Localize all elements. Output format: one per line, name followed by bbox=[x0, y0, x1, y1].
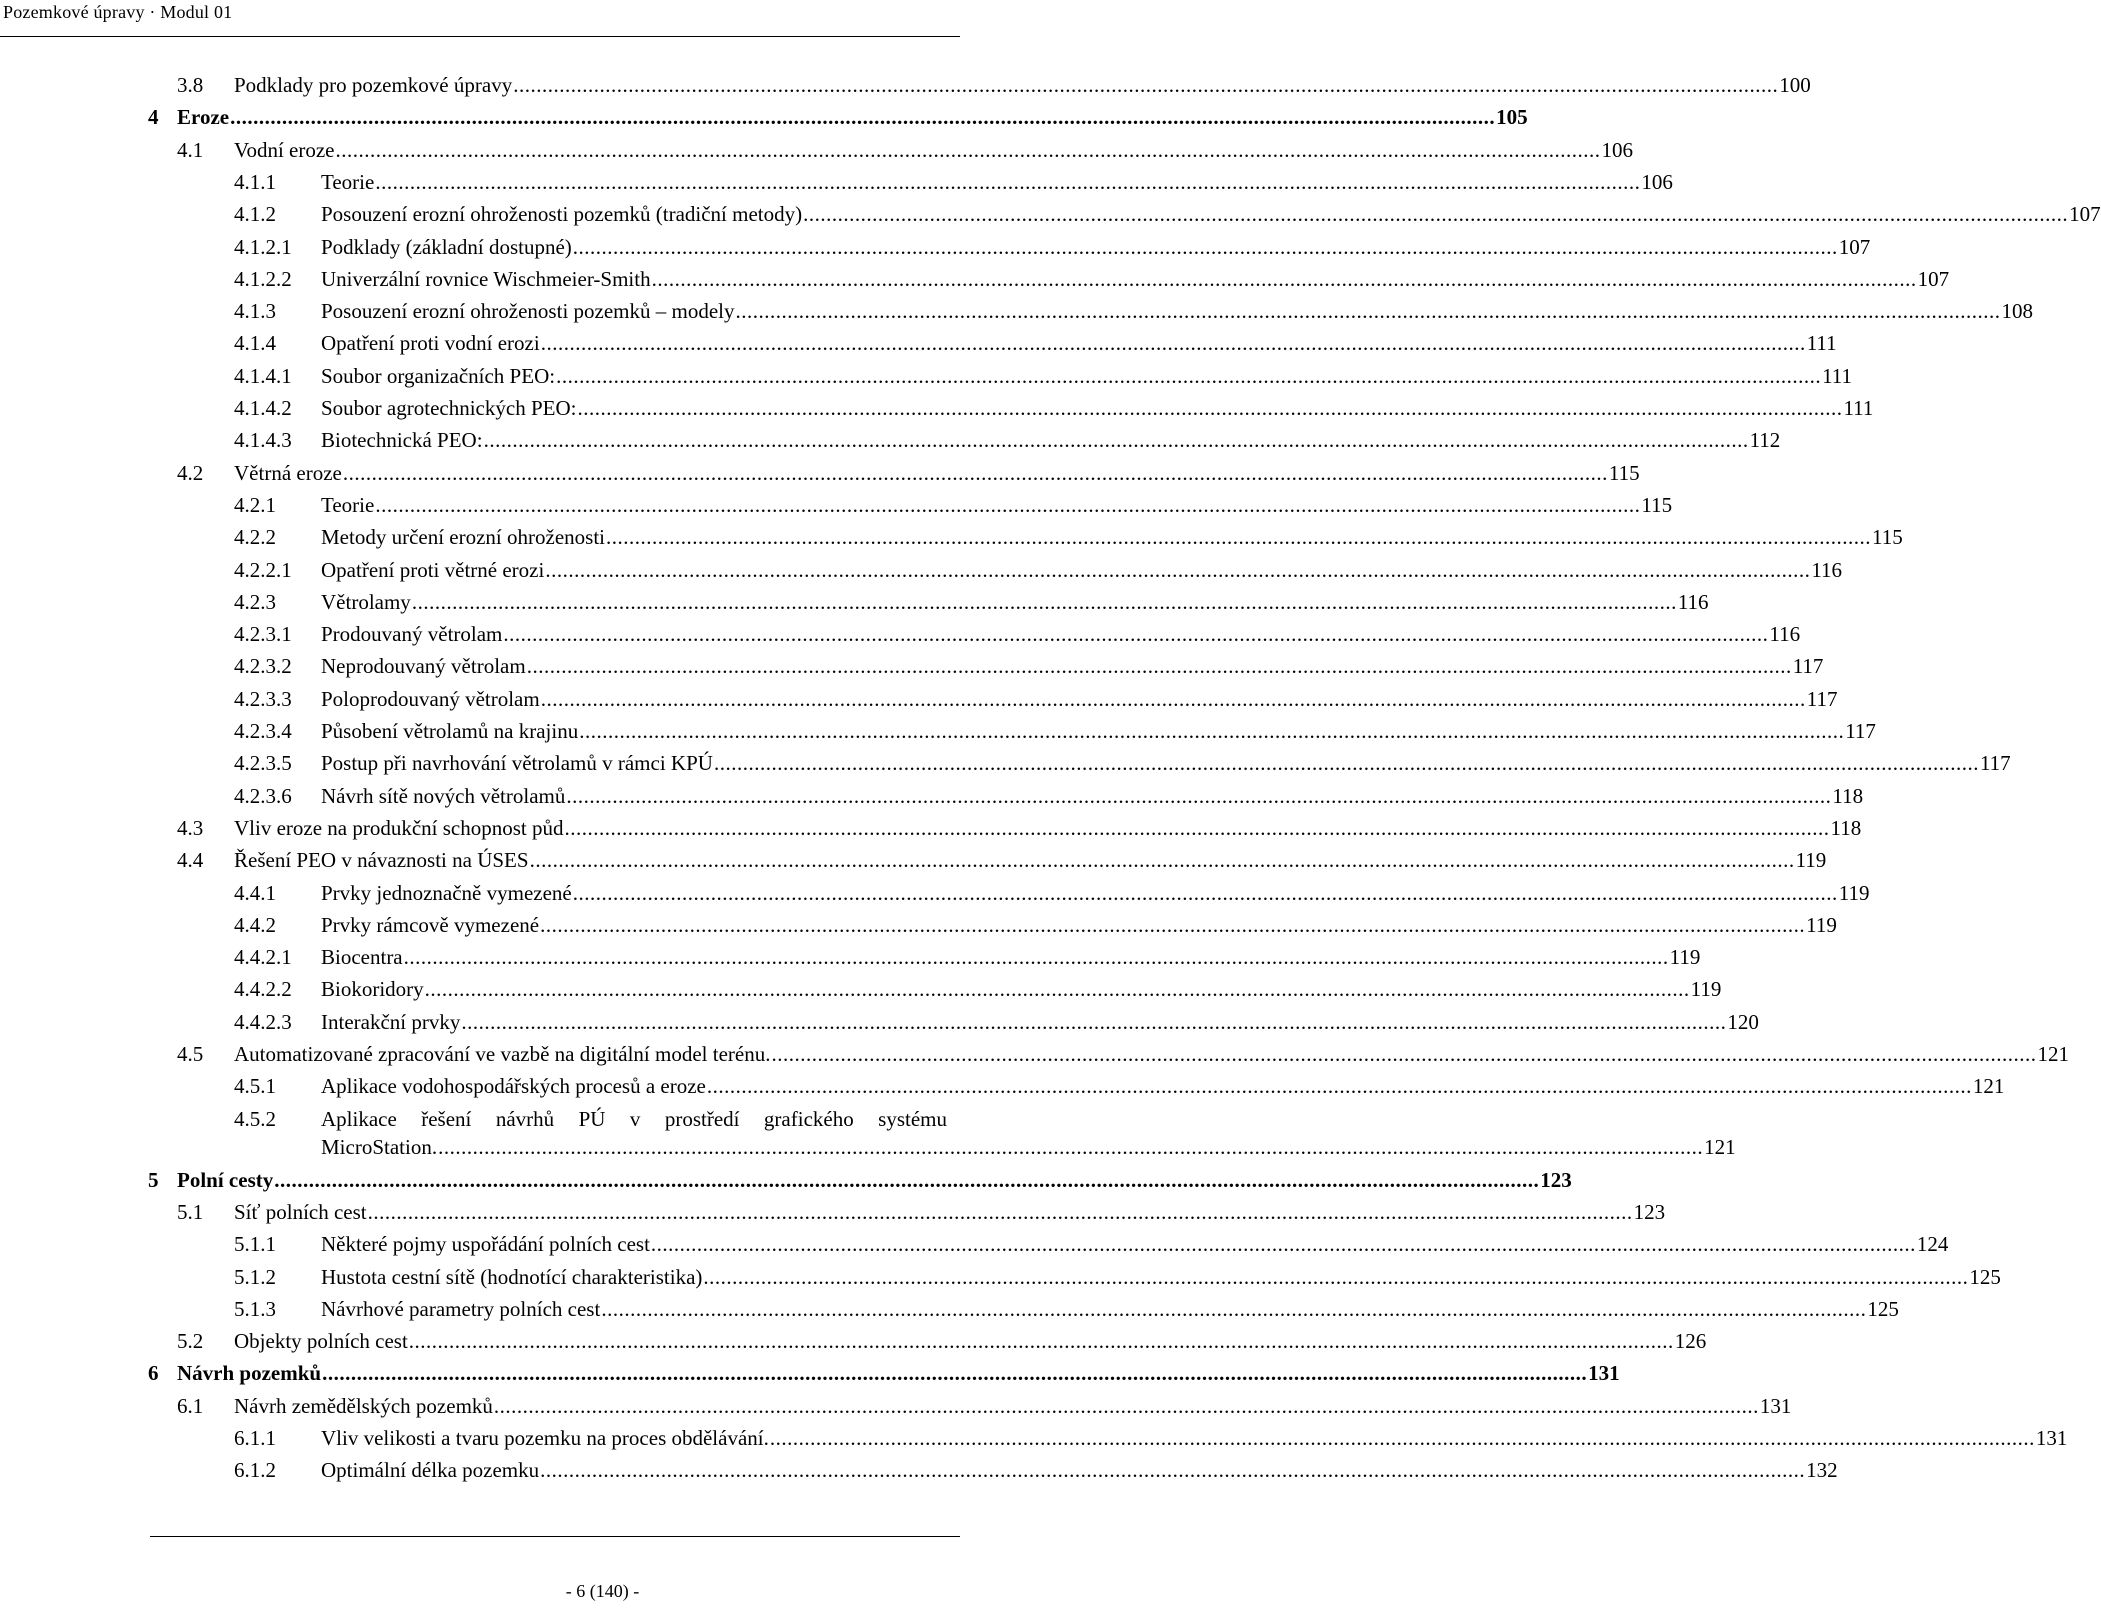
toc-entry-title: Poloprodouvaný větrolam bbox=[321, 686, 540, 711]
toc-entry-page: 132 bbox=[1806, 1458, 1838, 1483]
toc-entry-title: Vliv eroze na produkční schopnost půd bbox=[234, 815, 564, 840]
toc-entry[interactable] bbox=[0, 102, 1528, 132]
toc-entry-line bbox=[321, 232, 1871, 262]
toc-entry-page: 105 bbox=[1496, 105, 1528, 130]
toc-entry-line bbox=[321, 1262, 2001, 1292]
toc-leader-dots: ............................................................................................................................................................................................................................ bbox=[230, 105, 1496, 130]
toc-leader-dots: ............................................................................................................................................................................................................................ bbox=[579, 719, 1845, 743]
toc-entry-line bbox=[321, 1132, 1736, 1162]
toc-entry-line bbox=[234, 1039, 2069, 1069]
toc-entry-page: 125 bbox=[1969, 1264, 2001, 1289]
toc-entry-page: 115 bbox=[1608, 460, 1640, 485]
toc-entry[interactable] bbox=[0, 813, 1862, 843]
toc-leader-dots: ............................................................................................................................................................................................................................ bbox=[503, 622, 1769, 647]
toc-entry-line bbox=[321, 942, 1701, 972]
toc-leader-dots: ............................................................................................................................................................................................................................ bbox=[713, 751, 1979, 776]
toc-entry-number: 4.2.3.1 bbox=[234, 622, 292, 647]
toc-entry-title: Polní cesty bbox=[177, 1167, 274, 1192]
toc-entry-number: 4 bbox=[148, 105, 159, 130]
toc-entry-title: Biocentra bbox=[321, 945, 403, 970]
toc-leader-dots: ............................................................................................................................................................................................................................ bbox=[483, 428, 1749, 453]
toc-leader-dots: ............................................................................................................................................................................................................................ bbox=[735, 299, 2001, 324]
toc-leader-dots: ............................................................................................................................................................................................................................ bbox=[322, 1361, 1588, 1386]
toc-entry-number: 4.2.1 bbox=[234, 492, 276, 517]
toc-entry-number: 4.2.3.5 bbox=[234, 751, 292, 776]
toc-entry[interactable] bbox=[0, 1262, 2001, 1292]
toc-entry-page: 119 bbox=[1690, 977, 1722, 1002]
toc-entry-line bbox=[321, 651, 1824, 681]
toc-entry[interactable] bbox=[0, 393, 1874, 423]
toc-entry-number: 5.1 bbox=[177, 1199, 204, 1224]
toc-entry-number: 6 bbox=[148, 1361, 159, 1386]
toc-entry-title: Opatření proti vodní erozi bbox=[321, 331, 540, 356]
toc-leader-dots: ............................................................................................................................................................................................................................ bbox=[540, 331, 1806, 356]
toc-entry-line bbox=[321, 1455, 1838, 1485]
toc-entry-title: Opatření proti větrné erozi bbox=[321, 557, 545, 582]
toc-entry-number: 5.1.1 bbox=[234, 1232, 276, 1257]
toc-entry[interactable] bbox=[0, 748, 2011, 778]
toc-entry-title: Prvky rámcově vymezené bbox=[321, 912, 540, 937]
toc-entry-number: 4.2.3.2 bbox=[234, 654, 292, 679]
toc-entry-number: 6.1.1 bbox=[234, 1426, 276, 1450]
toc-entry[interactable] bbox=[0, 328, 1837, 358]
toc-entry-title: Automatizované zpracování ve vazbě na digitální model terénu. bbox=[234, 1042, 771, 1066]
toc-entry-number: 3.8 bbox=[177, 73, 204, 97]
toc-entry-page: 106 bbox=[1641, 169, 1673, 194]
toc-leader-dots: ............................................................................................................................................................................................................................ bbox=[769, 1426, 2035, 1450]
toc-leader-dots: ............................................................................................................................................................................................................................ bbox=[540, 912, 1806, 937]
toc-entry-page: 107 bbox=[2069, 202, 2101, 227]
toc-entry-title: Návrh sítě nových větrolamů bbox=[321, 783, 566, 808]
toc-entry-title: Biokoridory bbox=[321, 977, 424, 1002]
toc-entry-number: 4.2.3.6 bbox=[234, 783, 292, 808]
toc-entry[interactable] bbox=[0, 1326, 1707, 1356]
toc-entry-page: 119 bbox=[1795, 848, 1827, 873]
toc-entry-line bbox=[321, 555, 1843, 585]
toc-entry-line bbox=[321, 199, 2101, 229]
toc-entry-line bbox=[321, 393, 1874, 423]
toc-entry-title: Biotechnická PEO: bbox=[321, 428, 483, 453]
toc-leader-dots: ............................................................................................................................................................................................................................ bbox=[461, 1009, 1727, 1034]
toc-entry-title: Teorie bbox=[321, 169, 375, 194]
toc-entry-page: 125 bbox=[1867, 1296, 1899, 1321]
toc-entry-title: Návrhové parametry polních cest bbox=[321, 1296, 601, 1321]
toc-entry-page: 121 bbox=[2037, 1042, 2069, 1066]
toc-entry-page: 115 bbox=[1872, 525, 1903, 550]
toc-entry-number: 4.5.1 bbox=[234, 1074, 276, 1099]
toc-entry-page: 111 bbox=[1822, 363, 1853, 388]
toc-leader-dots: ............................................................................................................................................................................................................................ bbox=[411, 589, 1677, 614]
toc-leader-dots: ............................................................................................................................................................................................................................ bbox=[803, 202, 2069, 227]
footer-rule bbox=[150, 1536, 960, 1537]
toc-entry-page: 117 bbox=[1806, 686, 1838, 711]
toc-entry-title: Síť polních cest bbox=[234, 1199, 367, 1224]
toc-entry[interactable] bbox=[0, 651, 1824, 681]
toc-entry-line bbox=[321, 361, 1853, 391]
toc-entry-number: 4.2.2.1 bbox=[234, 557, 292, 582]
toc-entry-line bbox=[321, 1071, 2005, 1101]
toc-entry-title: Prvky jednoznačně vymezené bbox=[321, 880, 572, 905]
toc-leader-dots: ............................................................................................................................................................................................................................ bbox=[274, 1167, 1540, 1192]
toc-entry-line bbox=[234, 1391, 1792, 1421]
toc-entry-title: Univerzální rovnice Wischmeier-Smith bbox=[321, 266, 651, 291]
toc-entry-line bbox=[177, 102, 1528, 132]
toc-entry-title: Řešení PEO v návaznosti na ÚSES bbox=[234, 848, 529, 873]
toc-entry-page: 111 bbox=[1806, 331, 1837, 356]
toc-entry-number: 4.1.2.1 bbox=[234, 234, 292, 259]
toc-entry-title: Soubor agrotechnických PEO: bbox=[321, 396, 577, 420]
toc-leader-dots: ............................................................................................................................................................................................................................ bbox=[606, 525, 1871, 550]
toc-entry[interactable] bbox=[0, 942, 1701, 972]
toc-entry-number: 5 bbox=[148, 1167, 159, 1192]
toc-entry-line bbox=[321, 619, 1801, 649]
toc-leader-dots: ............................................................................................................................................................................................................................ bbox=[375, 492, 1641, 517]
toc-entry-number: 4.5 bbox=[177, 1042, 204, 1066]
toc-entry-title: Podklady (základní dostupné) bbox=[321, 234, 572, 259]
toc-entry-title: Soubor organizačních PEO: bbox=[321, 363, 556, 388]
toc-entry-number: 4.4.1 bbox=[234, 880, 276, 905]
toc-entry[interactable] bbox=[0, 781, 1864, 811]
toc-entry-line bbox=[234, 70, 1811, 100]
toc-leader-dots: ............................................................................................................................................................................................................................ bbox=[367, 1199, 1633, 1224]
toc-entry[interactable] bbox=[0, 264, 1950, 294]
toc-entry-title: Postup při navrhování větrolamů v rámci KPÚ bbox=[321, 751, 713, 776]
toc-entry[interactable] bbox=[0, 587, 1709, 617]
toc-entry-page: 117 bbox=[1792, 654, 1824, 679]
toc-entry-title: Teorie bbox=[321, 492, 375, 517]
toc-entry-number: 4.2.3.3 bbox=[234, 686, 292, 711]
toc-leader-dots: ............................................................................................................................................................................................................................ bbox=[545, 557, 1811, 582]
toc-entry[interactable] bbox=[0, 135, 1633, 165]
toc-entry-number: 4.5.2 bbox=[234, 1106, 276, 1131]
toc-entry-number: 5.1.3 bbox=[234, 1296, 276, 1321]
header-title: Pozemkové úpravy · Modul 01 bbox=[3, 2, 233, 22]
toc-entry-page: 123 bbox=[1633, 1199, 1666, 1224]
toc-entry-number: 4.4 bbox=[177, 848, 204, 873]
toc-entry-number: 4.4.2.1 bbox=[234, 945, 292, 970]
toc-entry-page: 120 bbox=[1727, 1009, 1759, 1034]
toc-entry-title: Větrolamy bbox=[321, 589, 411, 614]
toc-entry-page: 126 bbox=[1674, 1329, 1707, 1354]
toc-entry[interactable] bbox=[0, 619, 1801, 649]
toc-entry[interactable] bbox=[0, 1358, 1620, 1388]
toc-leader-dots: ............................................................................................................................................................................................................................ bbox=[526, 654, 1792, 679]
toc-leader-dots: ............................................................................................................................................................................................................................ bbox=[513, 73, 1779, 97]
toc-leader-dots: ............................................................................................................................................................................................................................ bbox=[342, 460, 1608, 485]
page-header bbox=[0, 0, 960, 47]
toc-entry[interactable] bbox=[0, 1197, 1666, 1227]
toc-entry[interactable] bbox=[0, 522, 1903, 552]
toc-entry-title: Metody určení erozní ohroženosti bbox=[321, 525, 605, 550]
toc-leader-dots: ............................................................................................................................................................................................................................ bbox=[529, 848, 1795, 873]
toc-entry-page: 117 bbox=[1979, 751, 2011, 776]
toc-entry[interactable] bbox=[0, 910, 1837, 940]
toc-entry-number: 4.1.4.1 bbox=[234, 363, 292, 388]
toc-entry[interactable] bbox=[0, 1294, 1899, 1324]
toc-entry-page: 119 bbox=[1669, 945, 1701, 970]
toc-entry-page: 131 bbox=[2035, 1426, 2068, 1450]
toc-entry[interactable] bbox=[0, 684, 1838, 714]
toc-entry-page: 116 bbox=[1811, 557, 1843, 582]
toc-entry-title: Posouzení erozní ohroženosti pozemků (tradiční metody) bbox=[321, 202, 803, 227]
toc-entry-number: 4.4.2.3 bbox=[234, 1009, 292, 1034]
toc-entry-page: 131 bbox=[1759, 1393, 1792, 1418]
toc-entry[interactable] bbox=[0, 361, 1853, 391]
toc-leader-dots: ............................................................................................................................................................................................................................ bbox=[556, 363, 1822, 388]
toc-entry-number: 4.1.4.2 bbox=[234, 396, 292, 420]
toc-entry[interactable] bbox=[0, 716, 1876, 746]
toc-leader-dots: ............................................................................................................................................................................................................................ bbox=[335, 137, 1601, 162]
toc-entry[interactable] bbox=[0, 1391, 1792, 1421]
toc-leader-dots: ............................................................................................................................................................................................................................ bbox=[403, 945, 1669, 970]
toc-entry-title: Objekty polních cest bbox=[234, 1329, 408, 1354]
toc-leader-dots: ............................................................................................................................................................................................................................ bbox=[564, 815, 1830, 840]
toc-entry-title: Neprodouvaný větrolam bbox=[321, 654, 526, 679]
toc-leader-dots: ............................................................................................................................................................................................................................ bbox=[771, 1042, 2037, 1066]
toc-entry-title: Vodní eroze bbox=[234, 137, 335, 162]
toc-entry-title: Prodouvaný větrolam bbox=[321, 622, 503, 647]
toc-entry[interactable] bbox=[0, 974, 1722, 1004]
toc-entry-page: 121 bbox=[1704, 1134, 1736, 1159]
toc-leader-dots: ............................................................................................................................................................................................................................ bbox=[651, 266, 1917, 291]
toc-entry-number: 4.1.1 bbox=[234, 169, 276, 194]
toc-entry-page: 119 bbox=[1806, 912, 1837, 937]
toc-entry-page: 106 bbox=[1601, 137, 1633, 162]
toc-entry-title: Působení větrolamů na krajinu bbox=[321, 719, 579, 743]
toc-entry-page: 123 bbox=[1540, 1167, 1572, 1192]
toc-entry[interactable] bbox=[0, 1007, 1759, 1037]
toc-entry-number: 4.4.2.2 bbox=[234, 977, 292, 1002]
toc-entry-line bbox=[321, 522, 1903, 552]
toc-leader-dots: ............................................................................................................................................................................................................................ bbox=[493, 1393, 1759, 1418]
toc-entry-page: 119 bbox=[1838, 880, 1870, 905]
toc-entry-line bbox=[177, 1358, 1620, 1388]
toc-entry-number: 4.3 bbox=[177, 815, 204, 840]
toc-entry[interactable] bbox=[0, 232, 1871, 262]
footer-page-number: - 6 (140) - bbox=[565, 1581, 640, 1601]
toc-entry-number: 4.1.2 bbox=[234, 202, 276, 227]
toc-entry[interactable] bbox=[0, 425, 1781, 455]
toc-entry-page: 111 bbox=[1843, 396, 1874, 420]
toc-entry-title: Posouzení erozní ohroženosti pozemků – modely bbox=[321, 299, 735, 324]
toc-entry-title-line1: Aplikace řešení návrhů PÚ v prostředí grafického systému bbox=[321, 1106, 947, 1131]
toc-entry[interactable] bbox=[0, 845, 1827, 875]
toc-entry-line bbox=[321, 684, 1838, 714]
toc-entry-line bbox=[234, 813, 1862, 843]
toc-entry-line bbox=[321, 425, 1781, 455]
toc-entry-line bbox=[321, 167, 1673, 197]
toc-entry[interactable] bbox=[0, 555, 1843, 585]
toc-entry-page: 107 bbox=[1917, 266, 1950, 291]
toc-leader-dots: ............................................................................................................................................................................................................................ bbox=[706, 1074, 1972, 1099]
toc-entry-line bbox=[321, 1294, 1899, 1324]
toc-entry-title: Interakční prvky bbox=[321, 1009, 461, 1034]
toc-entry-page: 115 bbox=[1641, 492, 1673, 517]
toc-entry-line bbox=[321, 328, 1837, 358]
toc-entry-line bbox=[177, 1165, 1572, 1195]
toc-entry-number: 4.2.3 bbox=[234, 589, 276, 614]
toc-entry-line bbox=[321, 748, 2011, 778]
toc-entry[interactable] bbox=[0, 1039, 2069, 1069]
toc-entry-title: Aplikace vodohospodářských procesů a eroze bbox=[321, 1074, 706, 1099]
toc-leader-dots: ............................................................................................................................................................................................................................ bbox=[540, 686, 1806, 711]
toc-entry-title: Eroze bbox=[177, 105, 230, 130]
toc-entry-number: 4.1.2.2 bbox=[234, 266, 292, 291]
toc-leader-dots: ............................................................................................................................................................................................................................ bbox=[703, 1264, 1969, 1289]
toc-leader-dots: ............................................................................................................................................................................................................................ bbox=[566, 783, 1832, 808]
toc-entry-line bbox=[321, 716, 1876, 746]
toc-entry[interactable] bbox=[0, 1071, 2005, 1101]
toc-entry-line bbox=[234, 135, 1633, 165]
toc-leader-dots: ............................................................................................................................................................................................................................ bbox=[601, 1296, 1867, 1321]
toc-entry[interactable] bbox=[0, 1229, 1949, 1259]
toc-entry[interactable] bbox=[0, 1455, 1838, 1485]
toc-entry-line bbox=[321, 781, 1864, 811]
toc-entry-number: 5.1.2 bbox=[234, 1264, 276, 1289]
toc-leader-dots: ............................................................................................................................................................................................................................ bbox=[424, 977, 1690, 1002]
toc-entry-line bbox=[234, 458, 1640, 488]
toc-entry-title: Optimální délka pozemku bbox=[321, 1458, 540, 1483]
toc-entry[interactable] bbox=[0, 296, 2033, 326]
toc-entry-page: 112 bbox=[1749, 428, 1781, 453]
toc-entry-page: 121 bbox=[1972, 1074, 2005, 1099]
toc-entry[interactable] bbox=[0, 490, 1673, 520]
toc-leader-dots: ............................................................................................................................................................................................................................ bbox=[577, 396, 1843, 420]
toc-entry-page: 107 bbox=[1838, 234, 1871, 259]
toc-entry-number: 4.4.2 bbox=[234, 912, 276, 937]
toc-entry-number: 4.1.4 bbox=[234, 331, 276, 356]
toc-entry[interactable] bbox=[0, 1104, 1736, 1162]
toc-entry-number: 4.2.3.4 bbox=[234, 719, 292, 743]
toc-entry-page: 124 bbox=[1916, 1232, 1949, 1257]
toc-entry-number: 4.1.3 bbox=[234, 299, 276, 324]
toc-entry-number: 6.1.2 bbox=[234, 1458, 276, 1483]
toc-entry-page: 118 bbox=[1832, 783, 1864, 808]
toc-entry-title: Návrh zemědělských pozemků bbox=[234, 1393, 493, 1418]
toc-entry-page: 100 bbox=[1779, 73, 1811, 97]
toc-leader-dots: ............................................................................................................................................................................................................................ bbox=[572, 880, 1838, 905]
toc-leader-dots: ............................................................................................................................................................................................................................ bbox=[540, 1458, 1806, 1483]
toc-entry-line bbox=[321, 878, 1870, 908]
toc-entry-line bbox=[321, 974, 1722, 1004]
toc-entry-title: Hustota cestní sítě (hodnotící charakteristika) bbox=[321, 1264, 703, 1289]
toc-entry-number: 5.2 bbox=[177, 1329, 204, 1354]
toc-entry-line bbox=[321, 1423, 2068, 1453]
toc-entry-line bbox=[321, 587, 1709, 617]
toc-entry[interactable] bbox=[0, 167, 1673, 197]
toc-entry-number: 4.2.2 bbox=[234, 525, 276, 550]
toc-entry-line bbox=[234, 845, 1827, 875]
toc-entry-number: 6.1 bbox=[177, 1393, 204, 1418]
toc-entry-title: MicroStation. bbox=[321, 1134, 438, 1159]
toc-entry-number: 4.2 bbox=[177, 460, 204, 485]
toc-entry-line bbox=[234, 1197, 1666, 1227]
toc-entry-title: Některé pojmy uspořádání polních cest bbox=[321, 1232, 650, 1257]
toc-entry[interactable] bbox=[0, 458, 1640, 488]
toc-leader-dots: ............................................................................................................................................................................................................................ bbox=[375, 169, 1641, 194]
toc-leader-dots: ............................................................................................................................................................................................................................ bbox=[408, 1329, 1674, 1354]
toc-entry[interactable] bbox=[0, 70, 1811, 100]
toc-entry-line bbox=[321, 1007, 1759, 1037]
toc-entry[interactable] bbox=[0, 199, 2101, 229]
toc-entry[interactable] bbox=[0, 1423, 2068, 1453]
toc-leader-dots: ............................................................................................................................................................................................................................ bbox=[650, 1232, 1916, 1257]
toc-entry-line bbox=[321, 1229, 1949, 1259]
toc-entry[interactable] bbox=[0, 878, 1870, 908]
toc-leader-dots: ............................................................................................................................................................................................................................ bbox=[572, 234, 1838, 259]
toc-entry-line bbox=[321, 910, 1837, 940]
toc-entry-line bbox=[321, 296, 2033, 326]
toc-entry-page: 116 bbox=[1769, 622, 1801, 647]
toc-entry-title: Větrná eroze bbox=[234, 460, 342, 485]
toc-entry-number: 4.1 bbox=[177, 137, 204, 162]
toc-entry-line bbox=[321, 490, 1673, 520]
toc-entry-page: 108 bbox=[2001, 299, 2033, 324]
toc-entry-title: Vliv velikosti a tvaru pozemku na proces obdělávání. bbox=[321, 1426, 769, 1450]
header-rule bbox=[0, 36, 960, 37]
toc-entry-title: Podklady pro pozemkové úpravy bbox=[234, 73, 513, 97]
toc-entry-title: Návrh pozemků bbox=[177, 1361, 322, 1386]
toc-entry-line bbox=[234, 1326, 1707, 1356]
toc-entry-page: 131 bbox=[1588, 1361, 1620, 1386]
toc-entry-page: 118 bbox=[1830, 815, 1862, 840]
toc-entry[interactable] bbox=[0, 1165, 1572, 1195]
toc-entry-page: 117 bbox=[1845, 719, 1876, 743]
toc-leader-dots: ............................................................................................................................................................................................................................ bbox=[438, 1134, 1704, 1159]
toc-entry-number: 4.1.4.3 bbox=[234, 428, 292, 453]
toc-entry-page: 116 bbox=[1677, 589, 1709, 614]
toc-entry-line bbox=[321, 264, 1950, 294]
